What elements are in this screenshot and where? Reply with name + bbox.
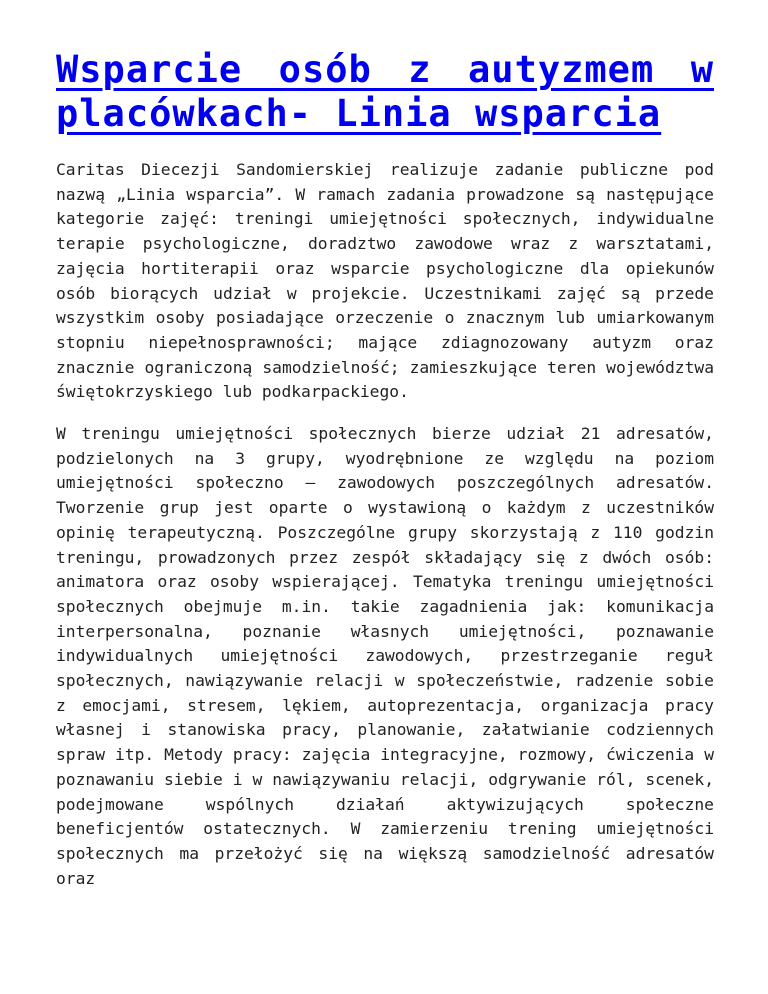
paragraph-training: W treningu umiejętności społecznych bierze udział 21 adresatów, podzielonych na 3 grupy, wyodrębnione ze względu na poziom umiejętności społeczno – zawodowych poszczególnych adresatów. Tworzenie grup jest oparte o wystawioną o każdym z uczestników opinię terapeutyczną. Poszczególne grupy skorzystają z 110 godzin treningu, prowadzonych przez zespół składający się z dwóch osób: animatora oraz osoby wspierającej. Tematyka treningu umiejętności społecznych obejmuje m.in. takie zagadnienia jak: komunikacja interpersonalna, poznanie własnych umiejętności, poznawanie indywidualnych umiejętności zawodowych, przestrzeganie reguł społecznych, nawiązywanie relacji w społeczeństwie, radzenie sobie z emocjami, stresem, lękiem, autoprezentacja, organizacja pracy własnej i stanowiska pracy, planowanie, załatwianie codziennych spraw itp. Metody pracy: zajęcia integracyjne, rozmowy, ćwiczenia w poznawaniu siebie i w nawiązywaniu relacji, odgrywanie ról, scenek, podejmowane wspólnych działań aktywizujących społeczne beneficjentów ostatecznych. W zamierzeniu trening umiejętności społecznych ma przełożyć się na większą samodzielność adresatów oraz: [56, 424, 714, 888]
article-title-link[interactable]: Wsparcie osób z autyzmem w placówkach- Linia wsparcia: [56, 48, 714, 135]
article: [56, 48, 714, 908]
paragraph-intro: Caritas Diecezji Sandomierskiej realizuje zadanie publiczne pod nazwą „Linia wsparcia”. W ramach zadania prowadzone są następujące kategorie zajęć: treningi umiejętności społecznych, indywidualne terapie psychologiczne, doradztwo zawodowe wraz z warsztatami, zajęcia hortiterapii oraz wsparcie psychologiczne dla opiekunów osób biorących udział w projekcie. Uczestnikami zajęć są przede wszystkim osoby posiadające orzeczenie o znacznym lub umiarkowanym stopniu niepełnosprawności; mające zdiagnozowany autyzm oraz znacznie ograniczoną samodzielność; zamieszkujące teren województwa świętokrzyskiego lub podkarpackiego.: [56, 160, 714, 402]
